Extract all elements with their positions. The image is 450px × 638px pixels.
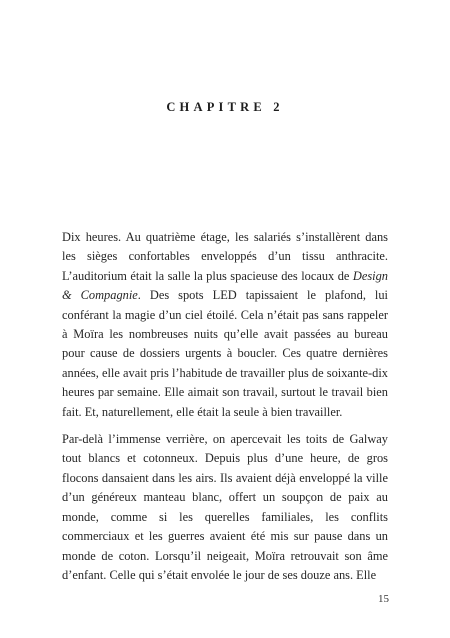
paragraph-1-part-2: . Des spots LED tapissaient le plafond, lui conférant la magie d’un ciel étoilé. Cela n’était pas sans rappeler à Moïra les nombreuses nuits qu’elle avait passées au bureau pour cause de dossiers urgents à boucler. Ces quatre dernières années, elle avait pris l’habitude de travailler plus de soixante-dix heures par semaine. Elle aimait son travail, surtout le travail bien fait. Et, naturellement, elle était la seule à bien travailler. <box>62 288 388 419</box>
paragraph-2: Par-delà l’immense verrière, on apercevait les toits de Galway tout blancs et cotonneux. Depuis plus d’une heure, de gros flocons dansaient dans les airs. Ils avaient déjà enveloppé la ville d’un généreux manteau blanc, offert un soupçon de paix au monde, comme si les querelles familiales, les conflits commerciaux et les guerres avaient été mis sur pause dans un monde de coton. Lorsqu’il neigeait, Moïra retrouvait son âme d’enfant. Celle qui s’était envolée le jour de ses douze ans. Elle <box>62 432 388 582</box>
company-name: Design & Compagnie <box>62 268 388 303</box>
page-number: 15 <box>378 593 389 605</box>
paragraph-1 <box>62 228 388 422</box>
paragraph-1-part-1: Dix heures. Au quatrième étage, les salariés s’installèrent dans les sièges confortables enveloppés d’un tissu anthracite. L’auditorium était la salle la plus spacieuse des locaux de <box>62 230 388 283</box>
chapter-body <box>62 228 388 585</box>
chapter-heading: CHAPITRE 2 <box>166 100 284 114</box>
